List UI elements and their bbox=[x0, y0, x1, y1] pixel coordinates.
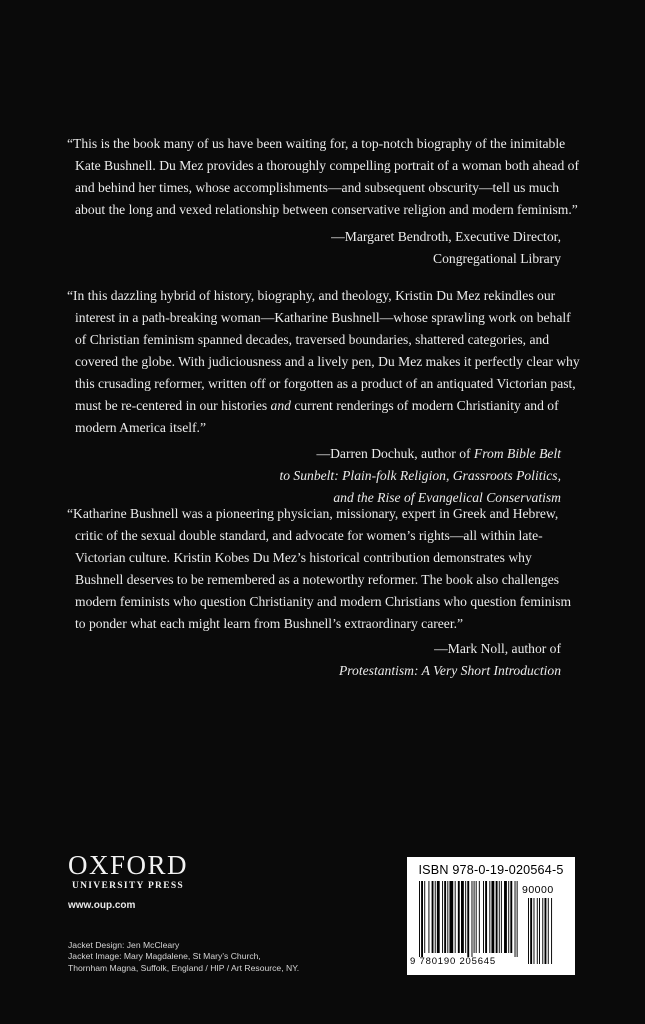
endorsement-1-line: and behind her times, whose accomplishments—and subsequent obscurity—tell us much bbox=[75, 180, 559, 195]
endorsement-2-emphasis: and bbox=[270, 398, 291, 413]
endorsement-2-attribution bbox=[317, 443, 562, 465]
endorsement-2-attribution bbox=[279, 465, 561, 487]
logo-subtitle: UNIVERSITY PRESS bbox=[71, 881, 185, 891]
publisher-website: www.oup.com bbox=[68, 900, 136, 911]
endorsement-2-text: must be re-centered in our histories bbox=[75, 398, 268, 413]
endorsement-2-line: of Christian feminism spanned decades, traversed boundaries, shattered categories, and bbox=[75, 332, 550, 347]
endorsement-3-line: “Katharine Bushnell was a pioneering physician, missionary, expert in Greek and Hebrew, bbox=[67, 506, 559, 521]
credit-line: Jacket Image: Mary Magdalene, St Mary’s Church, bbox=[68, 951, 261, 962]
endorsement-2-line: covered the globe. With judiciousness and a lively pen, Du Mez makes it perfectly clear why bbox=[75, 354, 580, 369]
endorsement-2-book-title: and the Rise of Evangelical Conservatism bbox=[333, 490, 561, 505]
isbn-barcode bbox=[407, 857, 575, 975]
endorsement-3-line: critic of the sexual double standard, and advocate for women’s rights—all within late- bbox=[75, 528, 543, 543]
endorsement-1-attribution: Congregational Library bbox=[433, 251, 561, 266]
endorsement-1-line: “This is the book many of us have been waiting for, a top-notch biography of the inimitable bbox=[67, 136, 566, 151]
endorsement-2-book-title: From Bible Belt bbox=[473, 446, 561, 461]
endorsement-1-attribution: —Margaret Bendroth, Executive Director, bbox=[331, 229, 561, 244]
jacket-credits bbox=[68, 940, 299, 974]
endorsement-1-line: Kate Bushnell. Du Mez provides a thoroughly compelling portrait of a woman both ahead of bbox=[75, 158, 579, 173]
endorsement-2-book-title: to Sunbelt: Plain-folk Religion, Grassroots Politics, bbox=[279, 468, 561, 483]
endorsement-3-line: to ponder what each might learn from Bushnell’s extraordinary career.” bbox=[75, 616, 464, 631]
endorsement-2-line: “In this dazzling hybrid of history, biography, and theology, Kristin Du Mez rekindles our bbox=[67, 288, 556, 303]
endorsement-3-attribution bbox=[339, 660, 561, 682]
endorsement-3-line: Bushnell deserves to be remembered as a noteworthy reformer. The book also challenges bbox=[75, 572, 560, 587]
endorsement-1-line: about the long and vexed relationship between conservative religion and modern feminism.” bbox=[75, 202, 578, 217]
endorsement-3-attribution: —Mark Noll, author of bbox=[434, 641, 561, 656]
endorsement-2-line bbox=[75, 395, 559, 417]
logo-wordmark: OXFORD bbox=[68, 850, 189, 880]
endorsement-2-line: interest in a path-breaking woman—Katharine Bushnell—whose sprawling work on behalf bbox=[75, 310, 571, 325]
oxford-university-press-logo bbox=[68, 850, 188, 892]
endorsement-2-line: modern America itself.” bbox=[75, 420, 206, 435]
credit-line: Jacket Design: Jen McCleary bbox=[68, 940, 180, 950]
endorsement-2-author: —Darren Dochuk, author of bbox=[316, 446, 471, 461]
endorsement-3-line: modern feminists who question Christianity and modern Christians who question feminism bbox=[75, 594, 572, 609]
endorsement-3-line: Victorian culture. Kristin Kobes Du Mez’s historical contribution demonstrates why bbox=[75, 550, 532, 565]
credit-line: Thornham Magna, Suffolk, England / HIP / Art Resource, NY. bbox=[68, 962, 300, 973]
endorsement-2-line: this crusading reformer, written off or forgotten as a product of an antiquated Victorian past, bbox=[75, 376, 576, 391]
price-code: 90000 bbox=[522, 884, 554, 896]
endorsement-2-text: current renderings of modern Christianity and of bbox=[294, 398, 559, 413]
barcode-digits: 9 780190 205645 bbox=[410, 956, 496, 967]
endorsement-3-book-title: Protestantism: A Very Short Introduction bbox=[338, 663, 561, 678]
isbn-number: ISBN 978-0-19-020564-5 bbox=[418, 863, 564, 877]
